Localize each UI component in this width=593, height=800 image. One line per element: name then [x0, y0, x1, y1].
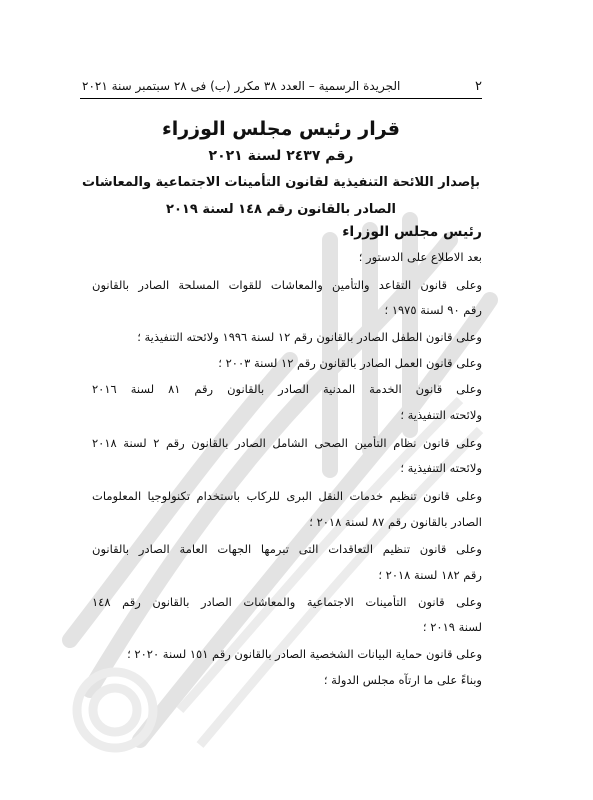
page-header [82, 79, 482, 94]
body-line: وعلى قانون الطفل الصادر بالقانون رقم ١٢ لسنة ١٩٩٦ ولائحته التنفيذية ؛ [137, 330, 482, 344]
header-divider [80, 98, 482, 99]
page-number: ٢ [475, 79, 482, 94]
body-line: وبناءً على ما ارتآه مجلس الدولة ؛ [323, 673, 482, 687]
section-heading: رئيس مجلس الوزراء [342, 224, 482, 240]
body-line: بعد الاطلاع على الدستور ؛ [358, 250, 482, 264]
decree-title: قرار رئيس مجلس الوزراء [162, 118, 400, 140]
decree-number: رقم ٢٤٣٧ لسنة ٢٠٢١ [208, 148, 354, 164]
body-line: وعلى قانون حماية البيانات الشخصية الصادر بالقانون رقم ١٥١ لسنة ٢٠٢٠ ؛ [127, 647, 482, 661]
body-line: رقم ١٨٢ لسنة ٢٠١٨ ؛ [378, 568, 482, 582]
body-line: وعلى قانون التأمينات الاجتماعية والمعاشات الصادر بالقانون رقم ١٤٨ [92, 595, 482, 609]
decree-subject-line-2: الصادر بالقانون رقم ١٤٨ لسنة ٢٠١٩ [166, 202, 396, 217]
body-line: رقم ٩٠ لسنة ١٩٧٥ ؛ [384, 303, 482, 317]
body-line: وعلى قانون العمل الصادر بالقانون رقم ١٢ لسنة ٢٠٠٣ ؛ [218, 356, 482, 370]
body-line: وعلى قانون تنظيم خدمات النقل البرى للركاب باستخدام تكنولوجيا المعلومات [92, 489, 482, 503]
body-line: وعلى قانون نظام التأمين الصحى الشامل الصادر بالقانون رقم ٢ لسنة ٢٠١٨ [92, 436, 482, 450]
body-line: لسنة ٢٠١٩ ؛ [422, 620, 482, 634]
body-line: الصادر بالقانون رقم ٨٧ لسنة ٢٠١٨ ؛ [309, 515, 482, 529]
decree-subject-line-1: بإصدار اللائحة التنفيذية لقانون التأمينات الاجتماعية والمعاشات [81, 175, 481, 190]
gazette-header-text: الجريدة الرسمية – العدد ٣٨ مكرر (ب) فى ٢٨ سبتمبر سنة ٢٠٢١ [82, 79, 401, 93]
body-line: ولائحته التنفيذية ؛ [400, 408, 482, 422]
body-line: وعلى قانون الخدمة المدنية الصادر بالقانون رقم ٨١ لسنة ٢٠١٦ [92, 382, 482, 396]
body-line: ولائحته التنفيذية ؛ [400, 461, 482, 475]
body-line: وعلى قانون تنظيم التعاقدات التى تبرمها الجهات العامة الصادر بالقانون [92, 542, 482, 556]
body-line: وعلى قانون التقاعد والتأمين والمعاشات للقوات المسلحة الصادر بالقانون [92, 278, 482, 292]
